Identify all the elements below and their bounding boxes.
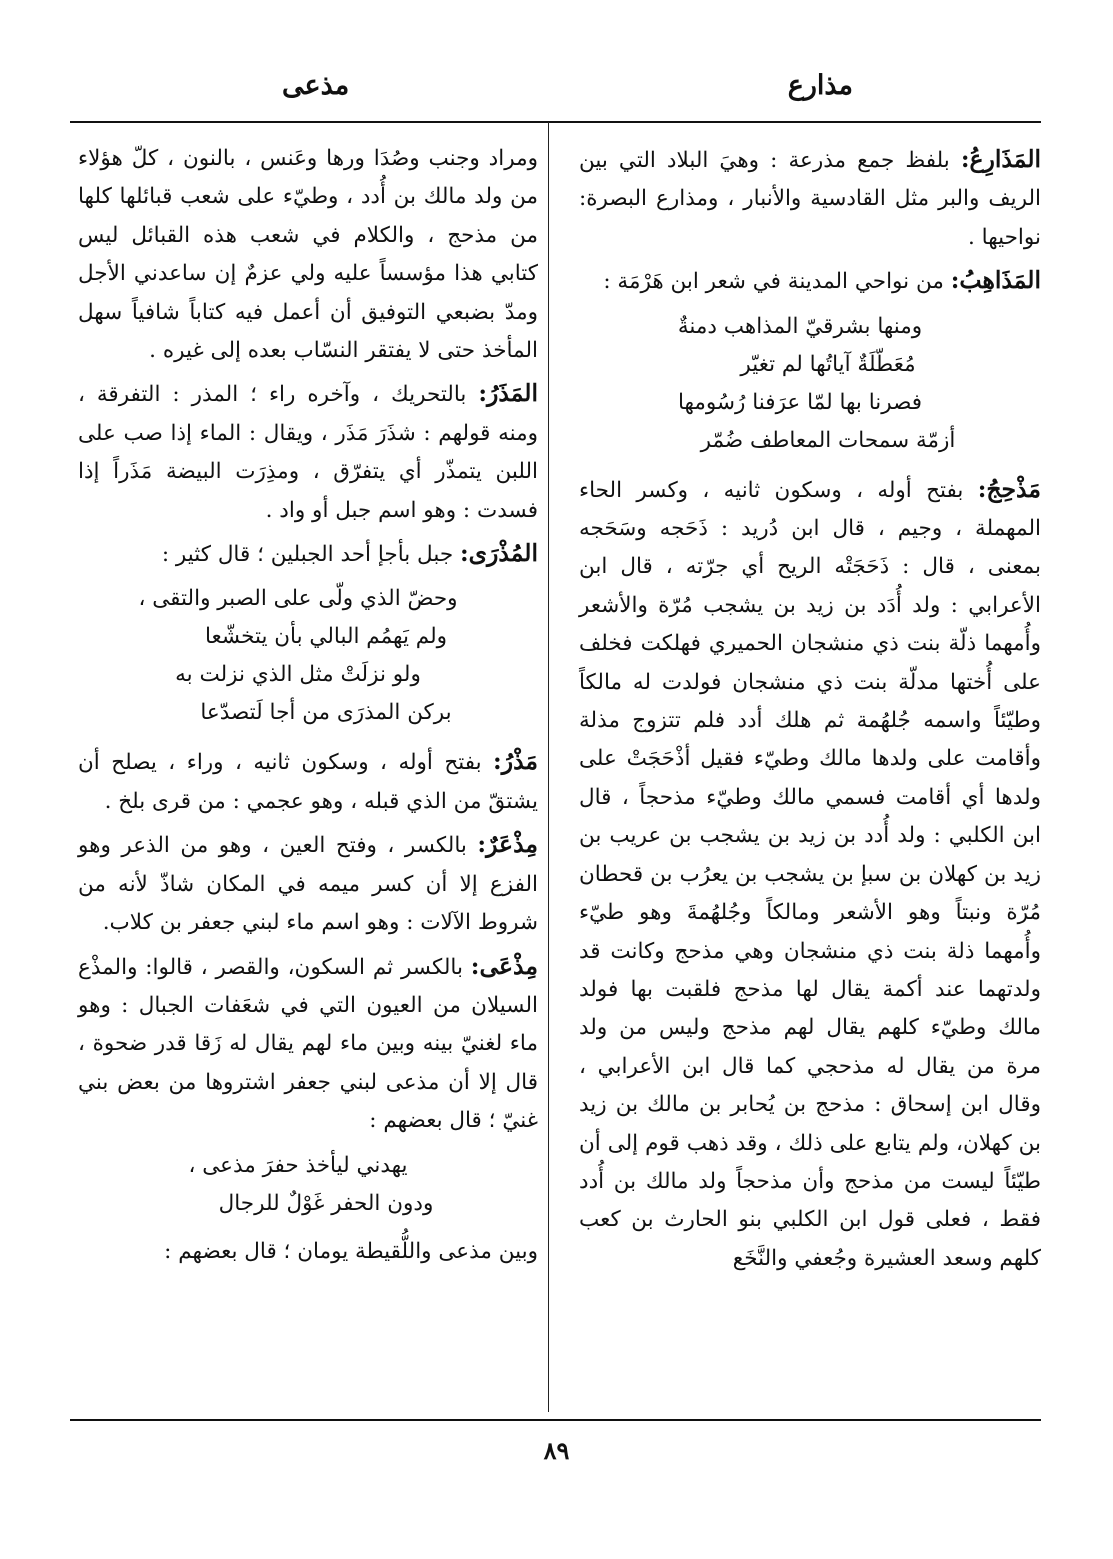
entry-text: بلفظ جمع مذرعة : وهيَ البلاد التي بين الريف والبر مثل القادسية والأنبار ، ومذارع البصرة: نواحيها . — [579, 148, 1041, 250]
right-column — [579, 140, 1041, 1282]
entry-madhhij — [579, 470, 1041, 1279]
verse-line: بركن المذرَى من أجا لَتصدّعا — [200, 700, 452, 726]
entry-tail: وبين مذعى واللُّقيطة يومان ؛ قال بعضهم : — [164, 1238, 538, 1264]
headword: المَذَرُ: — [478, 379, 538, 408]
verse-line: مُعَطّلَةٌ آياتُها لم تغيّر — [740, 351, 916, 377]
page-number: ٨٩ — [543, 1436, 570, 1465]
headword: المُذْرَى: — [459, 539, 538, 568]
header-rule — [70, 121, 1041, 123]
verse-line: أزمّة سمحات المعاطف ضُمّر — [700, 427, 956, 453]
headword: مَذْحِجُ: — [977, 474, 1041, 503]
entry-text: بالكسر ، وفتح العين ، وهو من الذعر وهو الفزع إلا أن كسر ميمه في المكان شاذّ لأنه من شروط الآلات : وهو اسم ماء لبني جعفر بن كلاب. — [78, 833, 538, 936]
verse-line: ولم يَهمُم البالي بأن يتخشّعا — [204, 624, 448, 650]
entry-text: بالكسر ثم السكون، والقصر ، قالوا: والمذْع السيلان من العيون التي في شعَفات الجبال : وهو ماء لغنيّ بينه وبين ماء لهم يقال له زَقا قدر ضحوة ، قال إلا أن مذعى لبني جعفر اشتروها من بعض بني غنيّ ؛ قال بعضهم : — [78, 954, 538, 1134]
entry-midhar — [78, 825, 538, 942]
entry-text: بفتح أوله ، وسكون ثانيه ، وراء ، يصلح أن يشتقّ من الذي قبله ، وهو عجمي : من قرى بلخ . — [78, 750, 538, 814]
column-divider — [548, 122, 549, 1412]
entry-text: من نواحي المدينة في شعر ابن هَرْمَة : — [603, 269, 944, 295]
headword: المَذَاهِبُ: — [950, 266, 1041, 295]
entry-text: بالتحريك ، وآخره راء ؛ المذر : التفرقة ، ومنه قولهم : شذَرَ مَذَر ، ويقال : الماء إذا صب على اللبن يتمذّر أي يتفرّق ، ومذِرَت البيضة مَذَراً إذا فسدت : وهو اسم جبل أو واد . — [78, 382, 538, 523]
left-column — [78, 140, 538, 1275]
poem-verse — [78, 1147, 538, 1223]
verse-line: ولو نزلَتْ مثل الذي نزلت به — [175, 662, 421, 688]
entry-midha — [78, 947, 538, 1141]
entry-madhr — [78, 742, 538, 821]
headword: المَذَارِعُ: — [960, 145, 1042, 173]
footer-rule — [70, 1419, 1041, 1421]
verse-line: ومنها بشرقيّ المذاهب دمنةٌ — [677, 313, 923, 339]
verse-line: ودون الحفر غَوْلٌ للرجال — [218, 1190, 434, 1216]
headword: مِذْعَرٌ: — [477, 830, 538, 859]
entry-madhari — [579, 140, 1041, 257]
running-head-left: مذعى — [282, 70, 350, 101]
verse-line: فصرنا بها لمّا عرَفنا رُسُومها — [677, 389, 923, 415]
running-head-right: مذارع — [787, 70, 853, 101]
entry-text: بفتح أوله ، وسكون ثانيه ، وكسر الحاء المهملة ، وجيم ، قال ابن دُريد : ذَحَجه وسَحَجه بمعنى ، قال : ذَحَجَتْه الريح أي جرّته ، قال ابن الأعرابي : ولد أُدَد بن زيد بن يشجب مُرّة والأشعر وأُمهما ذلّة بنت ذي منشجان الحميري فهلكت فخلف على أُختها مدلّة بنت ذي منشجان فولدت له مالكاً وطيّئاً واسمه جُلهُمة ثم هلك أدد فلم تتزوج مذلة وأقامت على ولدها مالك وطيّء فقيل أذْحَجَتْ على ولدها أي أقامت فسمي مالك وطيّء مذحجاً ، قال ابن الكلبي : ولد أُدد بن زيد بن يشجب بن عريب بن زيد بن كهلان بن سبإ بن يشجب بن يعرُب بن قحطان مُرّة ونبتاً وهو الأشعر ومالكاً وجُلهُمةَ وهو طيّء وأُمهما ذلة بنت ذي منشجان وهي مذحج وكانت قد ولدتهما عند أكمة يقال لها مذحج فلقبت بها فولد مالك وطيّء كلهم يقال لهم مذحج وليس من ولد مرة من يقال له مذحجي كما قال ابن الأعرابي ، وقال ابن إسحاق : مذحج بن يُحابر بن مالك بن زيد بن كهلان، ولم يتابع على ذلك ، وقد ذهب قوم إلى أن طيّئاً ليست من مذحج وأن مذحجاً ولد مالك بن أُدد فقط ، فعلى قول ابن الكلبي بنو الحارث بن كعب كلهم وسعد العشيرة وجُعفي والنَّخَع — [579, 477, 1041, 1271]
entry-madhar — [78, 374, 538, 530]
entry-mudhra — [78, 534, 538, 574]
page-header — [0, 70, 1113, 110]
poem-verse — [78, 580, 538, 732]
poem-verse — [579, 308, 1041, 460]
verse-line: وحضّ الذي ولّى على الصبر والتقى ، — [138, 586, 458, 612]
headword: مَذْرُ: — [493, 747, 538, 776]
headword: مِذْعَى: — [470, 951, 538, 980]
entry-madhahib — [579, 261, 1041, 301]
entry-continuation: ومراد وجنب وصُدَا ورها وعَنس ، بالنون ، كلّ هؤلاء من ولد مالك بن أُدد ، وطيّء على شعب قبائلها كلها من مذحج ، والكلام في شعب هذه القبائل ليس كتابي هذا مؤسساً عليه ولي عزمٌ إن ساعدني الأجل ومدّ بضبعي التوفيق أن أعمل فيه كتاباً شافياً سهل المأخذ حتى لا يفتقر النسّاب بعده إلى غيره . — [78, 146, 538, 364]
verse-line: يهدني ليأخذ حفرَ مذعى ، — [188, 1152, 408, 1178]
entry-text: جبل بأجإ أحد الجبلين ؛ قال كثير : — [161, 542, 454, 568]
